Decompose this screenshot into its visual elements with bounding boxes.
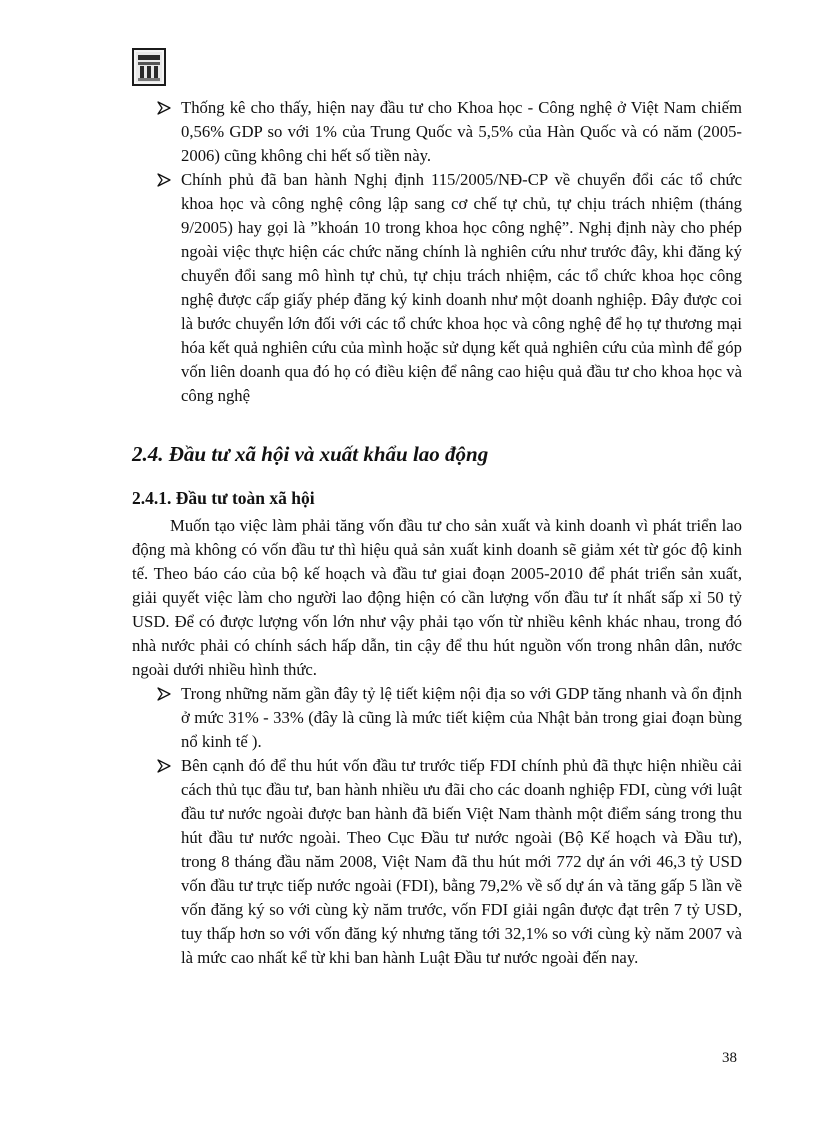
page-number: 38	[722, 1050, 737, 1066]
arrow-bullet-icon	[157, 759, 171, 773]
list-item	[157, 168, 742, 408]
list-item	[157, 682, 742, 754]
page-content	[132, 96, 742, 970]
list-item	[157, 96, 742, 168]
list-item-text: Trong những năm gần đây tỷ lệ tiết kiệm nội địa so với GDP tăng nhanh và ổn định ở mức 31% - 33% (đây là cũng là mức tiết kiệm của Nhật bản trong giai đoạn bùng nổ kinh tế ).	[181, 684, 742, 751]
bullet-list-bottom	[132, 682, 742, 970]
arrow-bullet-icon	[157, 101, 171, 115]
subsection-title: 2.4.1. Đầu tư toàn xã hội	[132, 488, 315, 508]
arrow-bullet-icon	[157, 173, 171, 187]
list-item-text: Chính phủ đã ban hành Nghị định 115/2005/NĐ-CP về chuyển đổi các tổ chức khoa học và công nghệ công lập sang cơ chế tự chủ, tự chịu trách nhiệm (tháng 9/2005) hay gọi là ”khoán 10 trong khoa học công nghệ”. Nghị định này cho phép ngoài việc thực hiện các chức năng chính là nghiên cứu như trước đây, khi đăng ký chuyển đổi sang mô hình tự chủ, tự chịu trách nhiệm, các tổ chức khoa học công nghệ được cấp giấy phép đăng ký kinh doanh như một doanh nghiệp. Đây được coi là bước chuyển lớn đối với các tổ chức khoa học và công nghệ để họ tự thương mại hóa kết quả nghiên cứu của mình hoặc sử dụng kết quả nghiên cứu của mình để góp vốn liên doanh qua đó họ có điều kiện để nâng cao hiệu quả đầu tư cho khoa học và công nghệ	[181, 170, 742, 405]
list-item-text: Thống kê cho thấy, hiện nay đầu tư cho Khoa học - Công nghệ ở Việt Nam chiếm 0,56% GDP so với 1% của Trung Quốc và 5,5% của Hàn Quốc và có năm (2005-2006) cũng không chi hết số tiền này.	[181, 98, 742, 165]
university-building-logo-icon	[132, 48, 166, 86]
list-item-text: Bên cạnh đó để thu hút vốn đầu tư trước tiếp FDI chính phủ đã thực hiện nhiều cải cách thủ tục đầu tư, ban hành nhiều ưu đãi cho các doanh nghiệp FDI, cùng với luật đầu tư nước ngoài được ban hành đã biến Việt Nam thành một điểm sáng trong thu hút đầu tư nước ngoài. Theo Cục Đầu tư nước ngoài (Bộ Kế hoạch và Đầu tư), trong 8 tháng đầu năm 2008, Việt Nam đã thu hút mới 772 dự án với 46,3 tỷ USD vốn đầu tư trực tiếp nước ngoài (FDI), bằng 79,2% về số dự án và tăng gấp 5 lần về vốn đăng ký so với cùng kỳ năm trước, vốn FDI giải ngân được đạt trên 7 tỷ USD, tuy thấp hơn so với vốn đăng ký nhưng tăng tới 32,1% so với cùng kỳ năm 2007 và là mức cao nhất kể từ khi ban hành Luật Đầu tư nước ngoài đến nay.	[181, 756, 742, 967]
list-item	[157, 754, 742, 970]
arrow-bullet-icon	[157, 687, 171, 701]
body-paragraph: Muốn tạo việc làm phải tăng vốn đầu tư cho sản xuất và kinh doanh vì phát triển lao động mà không có vốn đầu tư thì hiệu quả sản xuất kinh doanh sẽ giảm xét từ góc độ kinh tế. Theo báo cáo của bộ kế hoạch và đầu tư giai đoạn 2005-2010 để phát triển sản xuất, giải quyết việc làm cho người lao động hiện có cần lượng vốn đầu tư ít nhất sấp xỉ 50 tỷ USD. Để có được lượng vốn lớn như vậy phải tạo vốn từ nhiều kênh khác nhau, trong đó nhà nước phải có chính sách hấp dẫn, tin cậy để thu hút nguồn vốn trong nhân dân, nước ngoài dưới nhiều hình thức.	[132, 516, 742, 679]
section-title: 2.4. Đầu tư xã hội và xuất khẩu lao động	[132, 442, 489, 466]
bullet-list-top	[132, 96, 742, 408]
